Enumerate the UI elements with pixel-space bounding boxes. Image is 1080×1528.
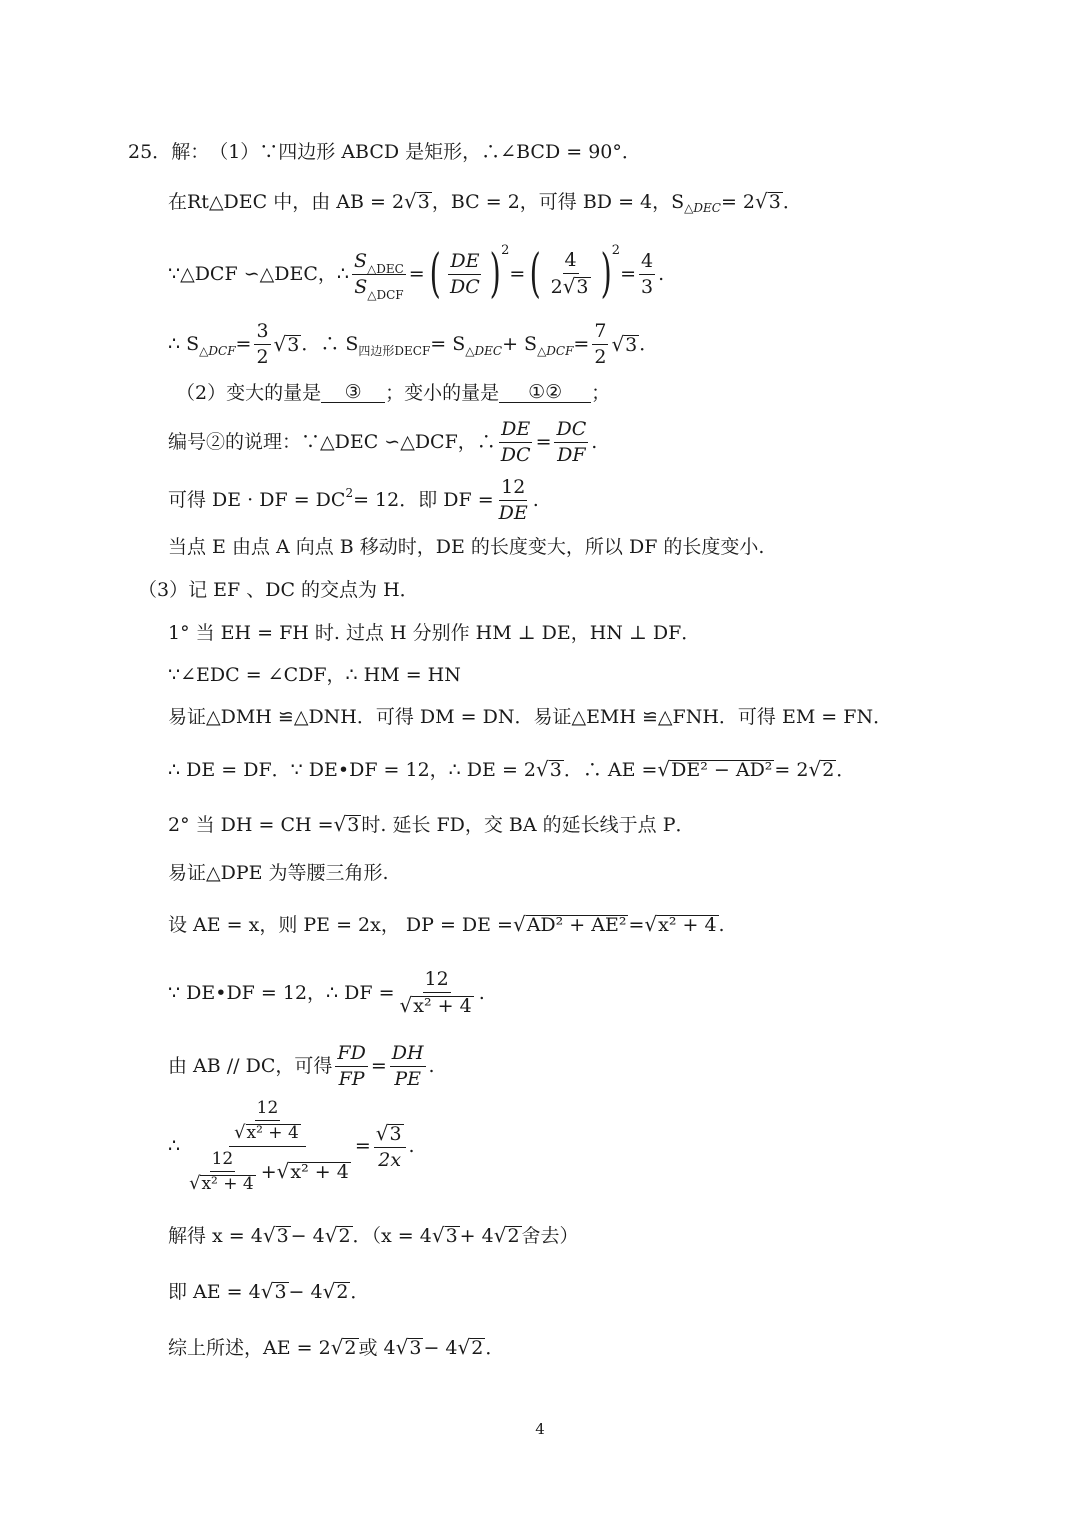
sqrt: √ 3 (404, 189, 430, 213)
denominator: DC (450, 275, 480, 298)
area-ratio-fraction: $\frac{S_{\triangle DEC}}{S_{\triangle DCF}}$ (353, 249, 404, 302)
radicand: 3 (625, 333, 638, 356)
denominator: DC (500, 444, 531, 466)
radicand: 2 (344, 1337, 357, 1359)
denominator: 2 (256, 346, 269, 368)
text-segment: 1° 当 EH = FH 时. 过点 H 分别作 HM ⊥ DE，HN ⊥ DF． (168, 622, 701, 644)
part1-line4: ∴ S △DCF = $\frac{3}{2}$ √ 3 ．∴ S 四边形DECF = S △DEC + S △DCF = $\frac{7}{2}$ √ 3 ． (168, 320, 659, 368)
text-segment: ；变小的量是 (385, 381, 500, 404)
numerator: DE (450, 249, 480, 272)
sqrt: √ 3 (755, 189, 781, 213)
text-segment: ∵ DE•DF = 12，∴ DF = (168, 981, 395, 1004)
text-segment: = 2 (720, 190, 755, 213)
radicand: 2 (507, 1225, 520, 1247)
text-segment: ∴ S (168, 333, 200, 355)
radicand: 3 (576, 276, 589, 298)
text-segment: 在Rt△DEC 中，由 AB = 2 (168, 190, 405, 213)
text-segment: − 4 (288, 1280, 323, 1303)
radicand: 3 (768, 191, 781, 213)
part3-line10: 由 AB // DC，可得 $\frac{FD}{FP}$ = $\frac{DH}{PE}$ . (168, 1042, 435, 1090)
text-segment: ∴ DE = DF．∵ DE•DF = 12，∴ DE = 2 (168, 758, 536, 781)
text-segment: . (478, 981, 485, 1004)
text-segment: （2）变大的量是 (176, 381, 322, 404)
de-over-dc (499, 420, 533, 465)
text-segment: . (718, 913, 725, 936)
part3-line3 (168, 666, 461, 685)
radicand: AD² + AE² (526, 914, 627, 936)
part3-line12: 解得 x = 4 √ 3 − 4 √ 2 ．（x = 4 √ 3 + 4 √ 2 舍去） (168, 1223, 579, 1247)
text-segment: ； (591, 381, 611, 404)
text-segment: 易证△DMH ≌△DNH．可得 DM = DN．易证△EMH ≌△FNH．可得 EM = FN． (168, 706, 893, 728)
text-segment: 当点 E 由点 A 向点 B 移动时，DE 的长度变大，所以 DF 的长度变小. (168, 536, 765, 558)
numerator: 4 (639, 252, 655, 275)
answer-blank-decrease: ①② (499, 383, 591, 403)
denominator: DF (557, 444, 586, 466)
text-segment: + S (502, 333, 538, 355)
part3-line11: ∴ 12 √ x² + 4 12 √ x² + 4 + √ x² + 4 = √ 3 2x . (168, 1098, 415, 1194)
radicand: 2 (471, 1337, 484, 1359)
part2-line2: 编号②的说理：∵△DEC ∽△DCF，∴ $\frac{DE}{DC}$ = $\frac{DC}{DF}$ . (168, 418, 598, 466)
denominator: PE (394, 1068, 421, 1090)
radicand: 2 (338, 1225, 351, 1247)
three-halves (254, 322, 270, 367)
subscript: △DEC (367, 261, 404, 276)
radicand: x² + 4 (246, 1123, 299, 1143)
text-segment: 时. 延长 FD，交 BA 的延长线于点 P． (361, 813, 695, 836)
part1-line1-text: ∵四边形 ABCD 是矩形，∴∠BCD = 90°． (259, 141, 641, 163)
numerator: 4 (563, 251, 579, 274)
text-segment: ∴ (168, 1135, 181, 1157)
text-segment: 2° 当 DH = CH = (168, 813, 334, 836)
part3-line14: 综上所述，AE = 2 √ 2 或 4 √ 3 − 4 √ 2 ． (168, 1335, 505, 1359)
text-segment: ． (350, 1280, 370, 1303)
part3-line6: 2° 当 DH = CH = √ 3 时. 延长 FD，交 BA 的延长线于点 P． (168, 812, 695, 836)
radicand: 3 (347, 814, 360, 836)
text-segment: 舍去） (521, 1224, 579, 1247)
numerator: 12 (255, 1100, 281, 1121)
inner-fraction-bottom: 12 √ x² + 4 (189, 1149, 254, 1194)
radicand: 3 (276, 1225, 289, 1247)
text-segment: （3）记 EF 、DC 的交点为 H． (138, 579, 419, 601)
inner-fraction-top: 12 √ x² + 4 (234, 1098, 299, 1143)
part1-label: （1） (209, 141, 260, 163)
part3-line7 (168, 864, 389, 883)
text-segment: . (532, 489, 539, 511)
radicand: 3 (549, 759, 562, 781)
text-segment: − 4 (290, 1224, 325, 1247)
text-segment: ．∴ AE = (563, 758, 658, 781)
radicand: x² + 4 (201, 1174, 254, 1194)
text-segment: ． (639, 333, 659, 355)
text-segment: 设 AE = x，则 PE = 2x， DP = DE = (168, 913, 513, 936)
part2-line4 (168, 538, 764, 557)
exponent: 2 (611, 242, 621, 258)
text-segment: 编号②的说理：∵△DEC ∽△DCF，∴ (168, 431, 496, 453)
text-segment: ∵△DCF ∽△DEC，∴ (168, 262, 349, 285)
part3-line8: 设 AE = x，则 PE = 2x， DP = DE = √ AD² + AE² = √ x² + 4 . (168, 912, 725, 936)
exponent: 2 (345, 485, 354, 500)
subscript: △DEC (465, 343, 503, 358)
radicand: 3 (274, 1281, 287, 1303)
four-over-two-root3: 4 2 √ 3 (550, 249, 589, 298)
part1-line1 (128, 143, 641, 162)
subscript: △DEC (684, 201, 721, 215)
part3-line4 (168, 708, 892, 727)
text-segment: . (658, 262, 665, 285)
text-segment: + 4 (459, 1224, 494, 1247)
twelve-over-de (497, 478, 530, 523)
part2-line3 (168, 478, 539, 523)
text-segment: ，BC = 2，可得 BD = 4，S (431, 190, 685, 213)
text-segment: 综上所述，AE = 2 (168, 1336, 331, 1359)
text-segment: = S (430, 333, 466, 355)
text-segment: 易证△DPE 为等腰三角形. (168, 862, 389, 884)
radicand: DE² − AD² (671, 759, 773, 781)
result-fraction (639, 249, 655, 298)
numerator: DH (391, 1042, 424, 1064)
part1-line3: ∵△DCF ∽△DEC，∴ $\frac{S_{\triangle DEC}}{S_{\triangle DCF}}$ = ( $\frac{DE}{DC}$ ) 2 = ( 4 2 √ 3 ) 2 = $\frac{4}{3}$ . (168, 242, 665, 304)
radicand: 3 (389, 1122, 402, 1145)
numerator: 12 (423, 970, 451, 993)
text-segment: 可得 DE · DF = DC (168, 489, 346, 511)
text-segment: 解得 x = 4 (168, 1224, 263, 1247)
denominator: 3 (641, 275, 654, 298)
numerator: FD (337, 1042, 366, 1064)
text-segment: ． (836, 758, 856, 781)
radicand: 3 (417, 191, 430, 213)
radicand: 2 (822, 759, 835, 781)
subscript: △DCF (537, 343, 574, 358)
subscript: 四边形DECF (358, 343, 431, 358)
part3-line2 (168, 624, 700, 643)
text-segment: . (428, 1055, 435, 1077)
text-segment: ．∴ S (301, 333, 359, 355)
text-segment: 即 AE = 4 (168, 1280, 261, 1303)
text-segment: = (235, 333, 252, 355)
denominator: 2 (594, 346, 607, 368)
text-segment: = (573, 333, 590, 355)
text-segment: − 4 (423, 1336, 458, 1359)
part3-line9 (168, 970, 485, 1016)
numerator: 12 (210, 1151, 236, 1172)
part2-line1 (176, 383, 610, 403)
text-segment: 由 AB // DC，可得 (168, 1055, 333, 1077)
text-segment: 或 4 (358, 1336, 396, 1359)
answer-blank-increase: ③ (321, 383, 385, 403)
radicand: 3 (287, 333, 300, 356)
de-dc-fraction (448, 249, 482, 298)
part3-line13: 即 AE = 4 √ 3 − 4 √ 2 ． (168, 1279, 370, 1303)
text-segment: + (260, 1160, 277, 1183)
text-segment: ∵∠EDC = ∠CDF，∴ HM = HN (168, 664, 461, 686)
exponent: 2 (501, 242, 510, 258)
radicand: x² + 4 (658, 914, 717, 936)
numerator: DC (556, 418, 587, 440)
radicand: 3 (409, 1337, 422, 1359)
dh-over-pe (390, 1044, 426, 1089)
text-segment: . (408, 1135, 415, 1157)
df-fraction: 12 √ x² + 4 (399, 968, 472, 1017)
radicand: x² + 4 (413, 995, 472, 1017)
text-segment: . (591, 431, 598, 453)
root3-over-2x: √ 3 2x (374, 1124, 406, 1170)
text-segment: ．（x = 4 (352, 1224, 432, 1247)
numerator: DE (501, 418, 531, 440)
coefficient: 2 (550, 276, 563, 298)
denominator: DE (498, 502, 528, 524)
part1-line2 (168, 189, 802, 215)
numerator: 7 (592, 322, 608, 345)
denominator: 2x (378, 1148, 402, 1171)
nested-fraction: 12 √ x² + 4 12 √ x² + 4 + √ x² + 4 (189, 1098, 349, 1194)
text-segment: = (628, 913, 645, 936)
numerator: 3 (254, 322, 270, 345)
subscript: △DCF (199, 343, 236, 358)
dc-over-df (554, 420, 588, 465)
denominator: FP (338, 1068, 365, 1090)
radicand: 3 (445, 1225, 458, 1247)
subscript: △DCF (367, 287, 404, 302)
text-segment: = 12．即 DF = (353, 489, 494, 511)
part3-line5: ∴ DE = DF．∵ DE•DF = 12，∴ DE = 2 √ 3 ．∴ AE = √ DE² − AD² = 2 √ 2 ． (168, 757, 856, 781)
solution-label: 解： (171, 141, 210, 163)
fd-over-fp (335, 1044, 367, 1089)
text-segment: ． (485, 1336, 505, 1359)
page-number: 4 (535, 1420, 545, 1438)
radicand: 2 (336, 1281, 349, 1303)
radicand: x² + 4 (290, 1161, 349, 1183)
seven-halves (592, 322, 608, 367)
problem-number: 25． (128, 141, 172, 163)
text-segment: ． (782, 190, 802, 213)
part3-line1 (138, 581, 419, 600)
numerator: 12 (499, 478, 527, 501)
text-segment: = 2 (774, 758, 809, 781)
